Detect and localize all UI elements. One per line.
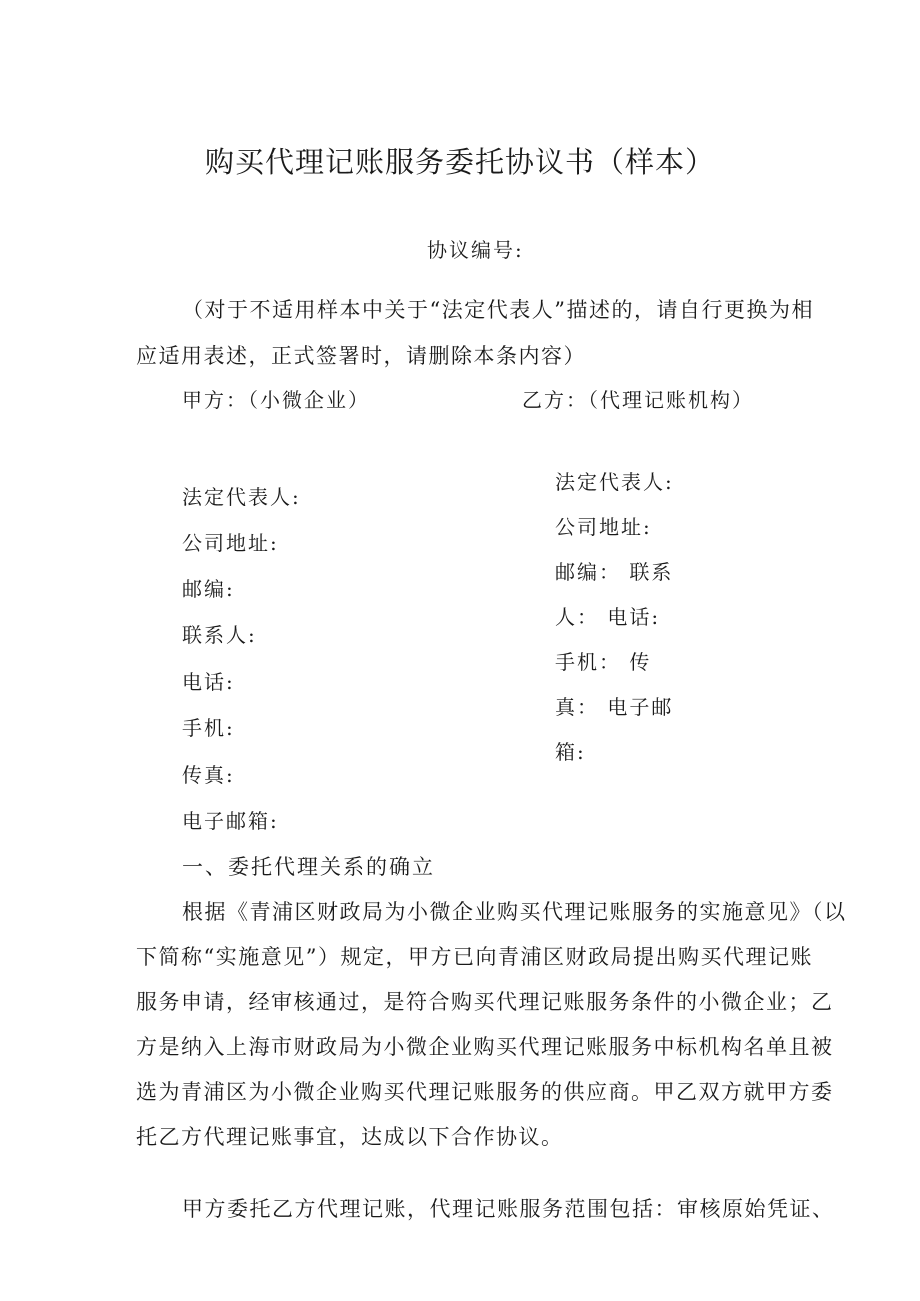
party-b-line-6: 真： 电子邮 (555, 695, 674, 719)
party-a-mobile: 手机: (182, 716, 235, 740)
party-b-line-4: 人： 电话: (555, 605, 661, 629)
party-a-legal-rep: 法定代表人: (182, 485, 301, 509)
party-b-line-2: 公司地址: (555, 515, 652, 539)
party-a-fax: 传真: (182, 763, 235, 787)
section-1-line-3: 服务申请，经审核通过，是符合购买代理记账服务条件的小微企业；乙 (136, 990, 834, 1014)
party-b-line-1: 法定代表人: (555, 470, 674, 494)
party-a-phone: 电话: (182, 670, 235, 694)
section-1-line-5: 选为青浦区为小微企业购买代理记账服务的供应商。甲乙双方就甲方委 (136, 1080, 834, 1104)
party-b-line-3: 邮编： 联系 (555, 560, 674, 584)
party-b-line-7: 箱: (555, 740, 586, 764)
party-b-line-5: 手机： 传 (555, 650, 652, 674)
party-a-email: 电子邮箱: (182, 809, 279, 833)
document-title: 购买代理记账服务委托协议书（样本） (204, 145, 715, 179)
section-1-line-6: 托乙方代理记账事宜，达成以下合作协议。 (136, 1125, 564, 1149)
party-a-postcode: 邮编: (182, 577, 235, 601)
section-1-heading: 一、委托代理关系的确立 (182, 855, 435, 879)
section-1-line-4: 方是纳入上海市财政局为小微企业购买代理记账服务中标机构名单且被 (136, 1035, 834, 1059)
agreement-number-label: 协议编号: (427, 238, 524, 262)
party-b-header: 乙方：（代理记账机构） (522, 388, 754, 412)
notice-line-1: （对于不适用样本中关于“法定代表人”描述的，请自行更换为相 (182, 298, 814, 322)
party-a-contact: 联系人: (182, 623, 257, 647)
section-1-paragraph-2: 甲方委托乙方代理记账，代理记账服务范围包括：审核原始凭证、 (182, 1197, 835, 1221)
section-1-line-1: 根据《青浦区财政局为小微企业购买代理记账服务的实施意见》（以 (182, 900, 847, 924)
party-a-header: 甲方：（小微企业） (182, 388, 370, 412)
section-1-line-2: 下简称“实施意见”）规定，甲方已向青浦区财政局提出购买代理记账 (136, 945, 813, 969)
party-a-address: 公司地址: (182, 531, 279, 555)
notice-line-2: 应适用表述，正式签署时，请删除本条内容） (136, 344, 586, 368)
